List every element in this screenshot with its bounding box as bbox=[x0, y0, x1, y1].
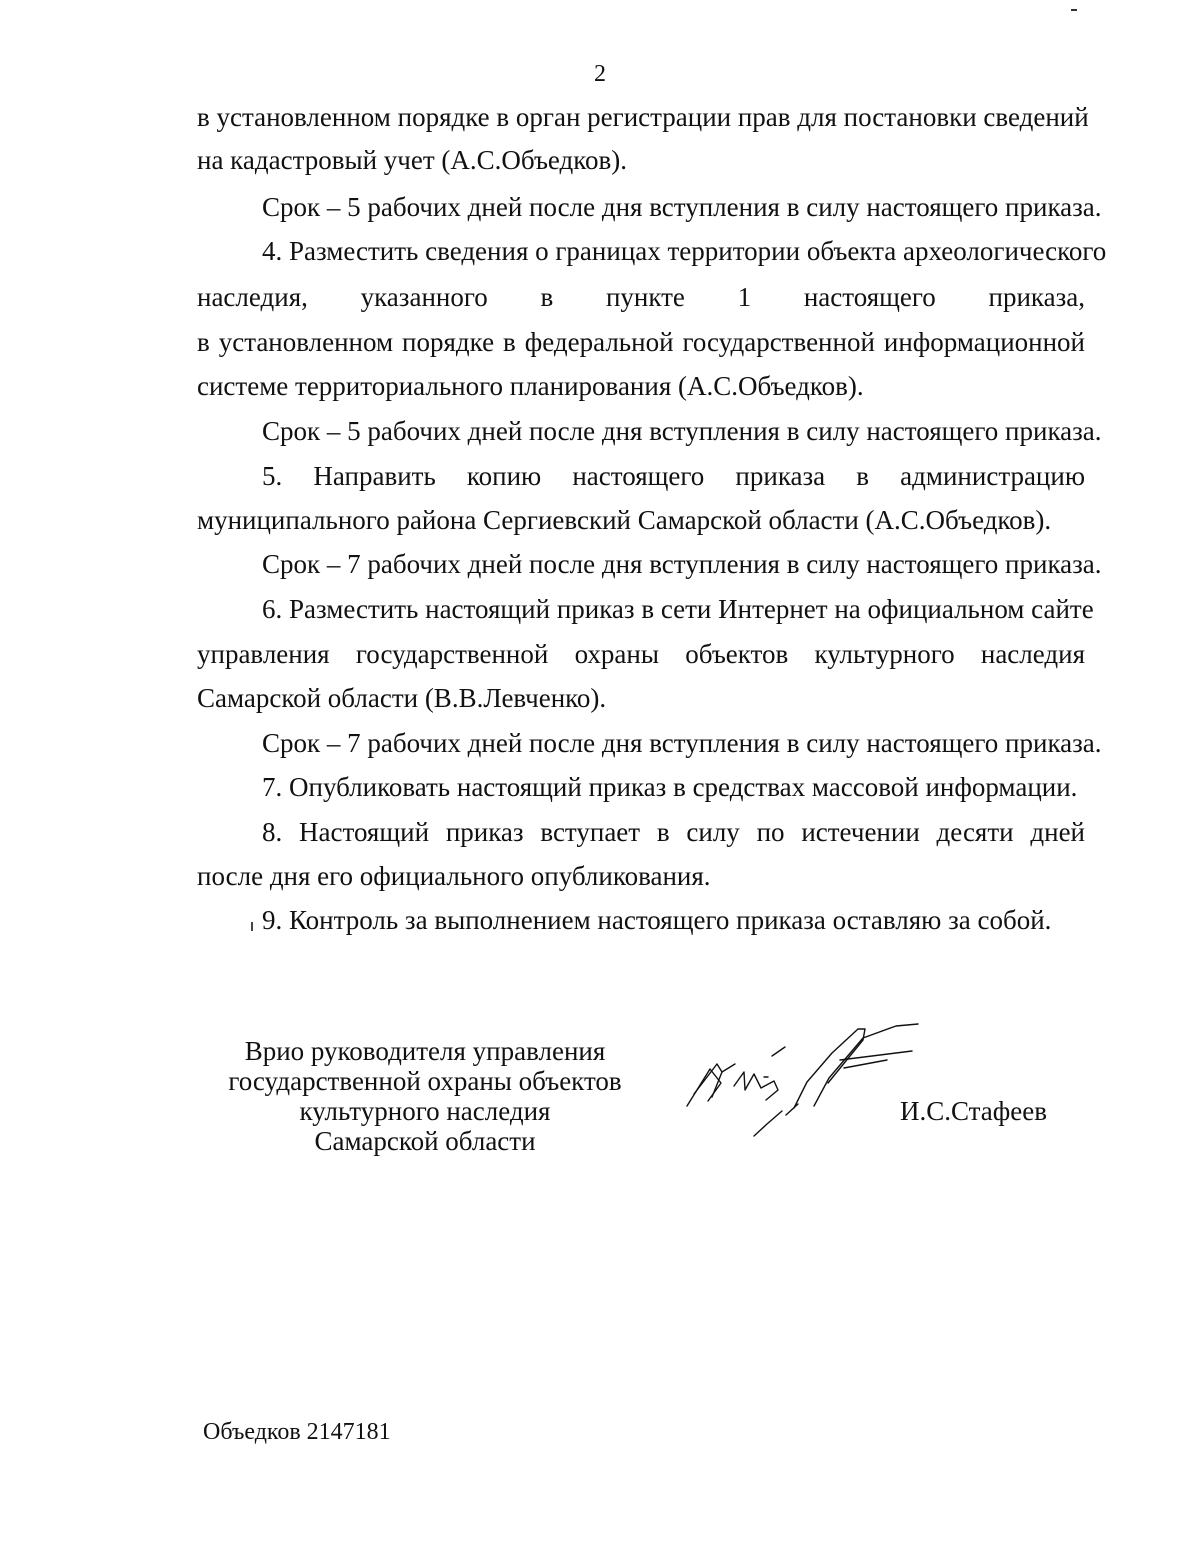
deadline-line-1: Срок – 5 рабочих дней после дня вступления в силу настоящего приказа. bbox=[262, 192, 1102, 222]
position-line-1: Врио руководителя управления bbox=[244, 1036, 606, 1066]
signer-name: И.С.Стафеев bbox=[900, 1096, 1047, 1126]
item-6-line-3: Самарской области (В.В.Левченко). bbox=[197, 683, 607, 713]
text-line-1: в установленном порядке в орган регистрации прав для постановки сведений bbox=[197, 102, 1089, 132]
item-8-first-line: 8. Настоящий приказ вступает в силу по истечении десяти дней bbox=[262, 817, 1085, 847]
signatory-position bbox=[225, 1036, 625, 1156]
scan-stray-mark bbox=[251, 922, 253, 931]
item-5-first-line: 5. Направить копию настоящего приказа в администрацию bbox=[262, 461, 1085, 491]
item-6-first-line: 6. Разместить настоящий приказ в сети Интернет на официальном сайте bbox=[262, 594, 1094, 624]
item-4-first-line: 4. Разместить сведения о границах территории объекта археологического bbox=[262, 236, 1107, 266]
item-7-line: 7. Опубликовать настоящий приказ в средствах массовой информации. bbox=[262, 772, 1078, 802]
item-6-line-2: управления государственной охраны объектов культурного наследия bbox=[197, 639, 1085, 669]
item-4-line-4: системе территориального планирования (А.С.Объедков). bbox=[197, 371, 864, 401]
scan-corner-mark bbox=[1071, 9, 1077, 11]
item-5-line-2: муниципального района Сергиевский Самарской области (А.С.Объедков). bbox=[197, 505, 1052, 535]
item-9-line: 9. Контроль за выполнением настоящего приказа оставляю за собой. bbox=[262, 905, 1052, 935]
executor-footer: Объедков 2147181 bbox=[203, 1419, 391, 1445]
text-line-2: на кадастровый учет (А.С.Объедков). bbox=[197, 145, 628, 175]
item-4-line-2: наследия, указанного в пункте 1 настоящего приказа, bbox=[197, 282, 1085, 312]
deadline-line-2: Срок – 5 рабочих дней после дня вступления в силу настоящего приказа. bbox=[262, 416, 1102, 446]
page-number: 2 bbox=[594, 61, 606, 87]
handwritten-signature-icon bbox=[682, 1020, 922, 1155]
deadline-line-3: Срок – 7 рабочих дней после дня вступления в силу настоящего приказа. bbox=[262, 549, 1102, 579]
position-line-2: государственной охраны объектов bbox=[228, 1066, 622, 1096]
item-8-line-2: после дня его официального опубликования. bbox=[197, 861, 711, 891]
deadline-line-4: Срок – 7 рабочих дней после дня вступления в силу настоящего приказа. bbox=[262, 728, 1102, 758]
position-line-3: культурного наследия bbox=[299, 1096, 551, 1126]
position-line-4: Самарской области bbox=[314, 1126, 536, 1156]
item-4-line-3: в установленном порядке в федеральной государственной информационной bbox=[197, 327, 1085, 357]
